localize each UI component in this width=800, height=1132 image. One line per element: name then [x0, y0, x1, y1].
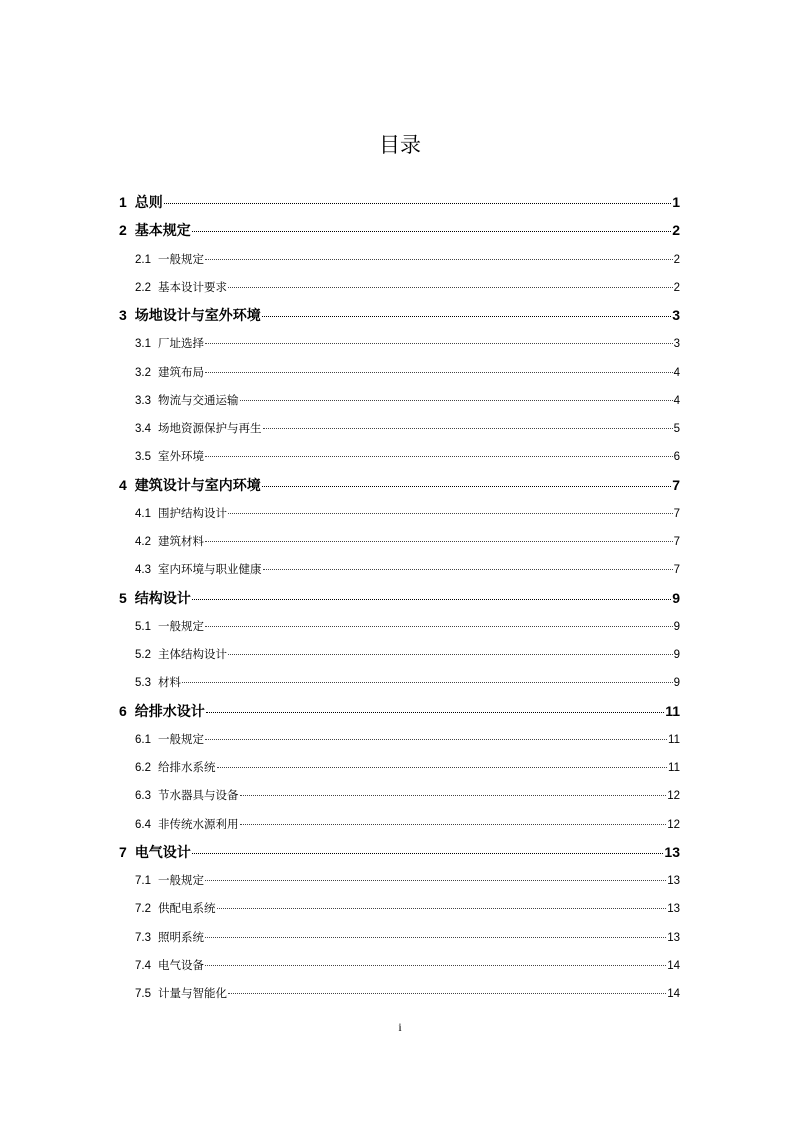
toc-entry-number: 6.2: [135, 762, 151, 774]
toc-entry-number: 7.2: [135, 903, 151, 916]
dot-leader: [205, 456, 673, 457]
toc-section-entry[interactable]: [119, 358, 680, 386]
toc-entry-page: 5: [673, 423, 680, 435]
dot-leader: [205, 541, 673, 542]
dot-leader: [263, 569, 673, 570]
toc-entry-number: 5.3: [135, 677, 151, 690]
toc-entry-number: 6.4: [135, 818, 151, 831]
toc-entry-page: 13: [667, 903, 680, 916]
dot-leader: [192, 599, 671, 600]
toc-entry-number: 6.3: [135, 790, 151, 803]
toc-entry-number: 7.3: [135, 931, 151, 944]
toc-entry-number: 6: [119, 702, 127, 719]
toc-section-entry[interactable]: [119, 273, 680, 301]
toc-section-entry[interactable]: [119, 979, 680, 1007]
toc-entry-label: 室内环境与职业健康: [158, 562, 262, 577]
toc-entry-number: 4.1: [135, 507, 151, 520]
toc-entry-number: 5.1: [135, 620, 151, 633]
dot-leader: [262, 316, 671, 317]
toc-entry-number: 1: [119, 194, 127, 210]
toc-entry-page: 11: [668, 762, 680, 774]
toc-entry-label: 建筑布局: [158, 364, 204, 379]
dot-leader: [228, 654, 673, 655]
dot-leader: [205, 965, 666, 966]
toc-entry-page: 9: [673, 677, 680, 690]
toc-entry-label: 材料: [158, 675, 181, 690]
page-number: i: [398, 1020, 402, 1034]
toc-entry-page: 1: [672, 194, 680, 210]
toc-entry-number: 3.5: [135, 451, 151, 464]
toc-entry-page: 12: [667, 790, 680, 803]
toc-section-entry[interactable]: [119, 781, 680, 809]
toc-entry-number: 3: [119, 307, 127, 323]
toc-entry-page: 7: [673, 536, 680, 548]
dot-leader: [182, 682, 673, 683]
dot-leader: [217, 767, 668, 768]
toc-entry-number: 2: [119, 222, 127, 239]
toc-entry-label: 基本设计要求: [158, 279, 227, 294]
toc-entry-number: 4.2: [135, 536, 151, 548]
dot-leader: [205, 372, 673, 373]
dot-leader: [240, 795, 667, 796]
toc-entry-label: 计量与智能化: [158, 986, 227, 1000]
toc-section-entry[interactable]: [119, 923, 680, 951]
toc-entry-number: 6.1: [135, 733, 151, 746]
toc-section-entry[interactable]: [119, 640, 680, 668]
toc-entry-number: 4: [119, 476, 127, 493]
toc-entry-page: 11: [668, 733, 680, 746]
dot-leader: [205, 937, 666, 938]
toc-entry-page: 9: [673, 620, 680, 633]
toc-entry-page: 14: [667, 988, 680, 1000]
toc-entry-label: 场地设计与室外环境: [134, 308, 261, 324]
dot-leader: [192, 231, 671, 232]
toc-entry-label: 电气设计: [134, 844, 191, 861]
toc-entry-label: 厂址选择: [158, 336, 204, 351]
dot-leader: [228, 287, 673, 288]
toc-chapter-entry[interactable]: [119, 188, 680, 216]
toc-entry-number: 2.2: [135, 281, 151, 294]
toc-entry-page: 12: [667, 818, 680, 831]
toc-entry-label: 建筑设计与室内环境: [134, 477, 261, 494]
toc-chapter-entry[interactable]: [119, 216, 680, 244]
toc-chapter-entry[interactable]: [119, 697, 680, 725]
toc-section-entry[interactable]: [119, 527, 680, 555]
toc-entry-label: 场地资源保护与再生: [158, 421, 262, 435]
toc-entry-label: 一般规定: [158, 251, 204, 266]
toc-entry-page: 4: [673, 366, 680, 379]
toc-entry-label: 总则: [134, 195, 163, 211]
toc-section-entry[interactable]: [119, 866, 680, 894]
toc-section-entry[interactable]: [119, 951, 680, 979]
dot-leader: [262, 486, 671, 487]
toc-entry-page: 13: [667, 931, 680, 944]
toc-entry-label: 一般规定: [158, 618, 204, 633]
toc-section-entry[interactable]: [119, 894, 680, 922]
dot-leader: [205, 880, 666, 881]
dot-leader: [205, 259, 673, 260]
toc-entry-number: 7.4: [135, 959, 151, 972]
toc-section-entry[interactable]: [119, 414, 680, 442]
toc-entry-page: 2: [673, 281, 680, 294]
toc-entry-page: 2: [672, 222, 680, 239]
toc-entry-label: 电气设备: [158, 957, 204, 972]
toc-entry-label: 基本规定: [134, 223, 191, 240]
toc-entry-label: 建筑材料: [158, 534, 204, 548]
toc-entry-page: 9: [672, 589, 680, 606]
toc-entry-page: 3: [673, 338, 680, 351]
dot-leader: [205, 343, 673, 344]
toc-section-entry[interactable]: [119, 725, 680, 753]
toc-entry-label: 主体结构设计: [158, 647, 227, 661]
toc-section-entry[interactable]: [119, 386, 680, 414]
dot-leader: [228, 993, 666, 994]
toc-entry-page: 2: [673, 253, 680, 266]
dot-leader: [164, 203, 671, 204]
toc-entry-number: 5: [119, 589, 127, 606]
toc-section-entry[interactable]: [119, 329, 680, 357]
toc-entry-page: 6: [673, 451, 680, 464]
toc-entry-page: 7: [673, 507, 680, 520]
toc-entry-label: 照明系统: [158, 929, 204, 944]
toc-entry-label: 节水器具与设备: [158, 788, 239, 803]
table-of-contents: [119, 188, 680, 1007]
toc-section-entry[interactable]: [119, 612, 680, 640]
dot-leader: [192, 853, 664, 854]
toc-entry-label: 一般规定: [158, 873, 204, 887]
toc-entry-number: 4.3: [135, 564, 151, 577]
toc-entry-page: 9: [673, 649, 680, 661]
toc-chapter-entry[interactable]: [119, 301, 680, 329]
toc-entry-number: 3.1: [135, 338, 151, 351]
toc-entry-page: 7: [672, 476, 680, 493]
toc-entry-label: 供配电系统: [158, 901, 216, 916]
toc-section-entry[interactable]: [119, 245, 680, 273]
toc-entry-number: 7.1: [135, 875, 151, 887]
dot-leader: [240, 824, 667, 825]
toc-entry-label: 给排水系统: [158, 760, 216, 774]
toc-entry-page: 7: [673, 564, 680, 577]
toc-entry-page: 13: [667, 875, 680, 887]
toc-entry-number: 7.5: [135, 988, 151, 1000]
toc-entry-page: 4: [673, 394, 680, 407]
toc-entry-number: 3.3: [135, 394, 151, 407]
toc-entry-label: 非传统水源利用: [158, 816, 239, 831]
toc-entry-page: 13: [664, 843, 680, 860]
dot-leader: [228, 513, 673, 514]
toc-entry-label: 结构设计: [134, 590, 191, 607]
toc-entry-page: 14: [667, 959, 680, 972]
toc-entry-number: 5.2: [135, 649, 151, 661]
toc-section-entry[interactable]: [119, 442, 680, 470]
toc-section-entry[interactable]: [119, 753, 680, 781]
toc-entry-number: 7: [119, 843, 127, 860]
toc-entry-label: 围护结构设计: [158, 505, 227, 520]
toc-chapter-entry[interactable]: [119, 584, 680, 612]
toc-entry-label: 给排水设计: [134, 703, 205, 720]
toc-entry-number: 2.1: [135, 253, 151, 266]
toc-entry-page: 11: [665, 702, 680, 719]
toc-chapter-entry[interactable]: [119, 471, 680, 499]
toc-chapter-entry[interactable]: [119, 838, 680, 866]
toc-entry-page: 3: [672, 307, 680, 323]
toc-entry-number: 3.4: [135, 423, 151, 435]
toc-section-entry[interactable]: [119, 810, 680, 838]
toc-entry-label: 室外环境: [158, 449, 204, 464]
page-title: 目录: [379, 133, 421, 157]
toc-section-entry[interactable]: [119, 555, 680, 583]
toc-entry-label: 一般规定: [158, 731, 204, 746]
dot-leader: [217, 908, 667, 909]
toc-entry-number: 3.2: [135, 366, 151, 379]
dot-leader: [240, 400, 673, 401]
toc-section-entry[interactable]: [119, 499, 680, 527]
dot-leader: [263, 428, 673, 429]
dot-leader: [206, 712, 664, 713]
dot-leader: [205, 739, 667, 740]
toc-entry-label: 物流与交通运输: [158, 392, 239, 407]
dot-leader: [205, 626, 673, 627]
toc-section-entry[interactable]: [119, 668, 680, 696]
